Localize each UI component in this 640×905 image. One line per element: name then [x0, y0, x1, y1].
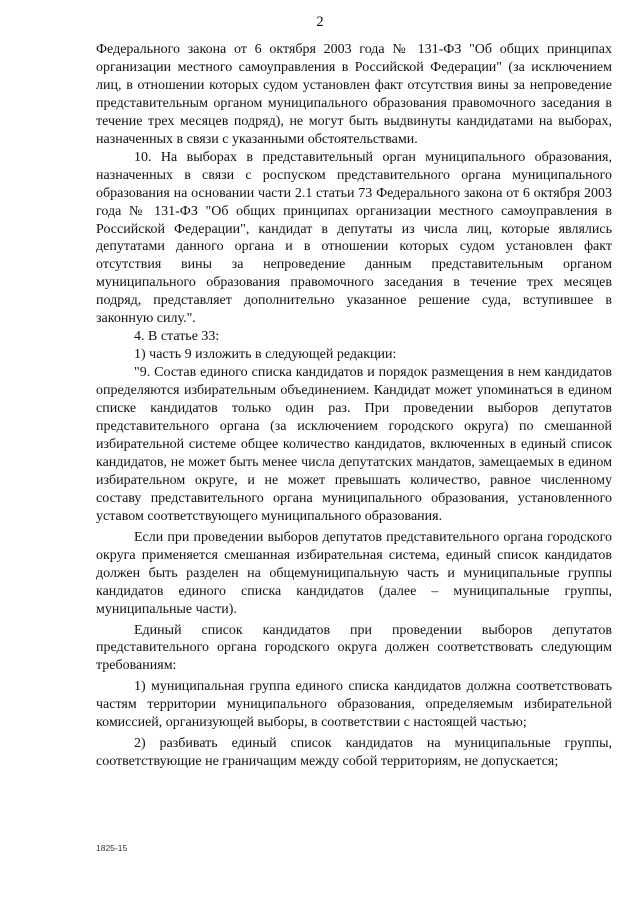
document-body	[96, 41, 612, 771]
paragraph-part-9-text: "9. Состав единого списка кандидатов и порядок размещения в нем кандидатов определяются избирательным объединением. Кандидат может упоминаться в едином списке кандидатов только один раз. При проведении выборов депутатов представительного органа (за исключением городского округа) по смешанной избирательной системе общее количество кандидатов, включенных в единый список кандидатов, не может быть менее числа депутатских мандатов, замещаемых в едином избирательном округе, и не может превышать количество, равное численному составу представительного органа муниципального образования, установленного уставом соответствующего муниципального образования.	[96, 365, 612, 524]
page-number: 2	[316, 14, 324, 30]
paragraph-city-district: Если при проведении выборов депутатов представительного органа городского округа применяется смешанная избирательная система, единый список кандидатов должен быть разделен на общемуниципальную часть и муниципальные группы кандидатов единого списка кандидатов (далее – муниципальные группы, муниципальные части).	[96, 529, 612, 617]
document-code: 1825-15	[96, 843, 128, 853]
paragraph-part-9-heading: 1) часть 9 изложить в следующей редакции:	[134, 347, 397, 363]
paragraph-article-33: 4. В статье 33:	[134, 329, 220, 345]
paragraph-requirement-1: 1) муниципальная группа единого списка кандидатов должна соответствовать частям территории муниципального образования, определяемым избирательной комиссией, организующей выборы, в соответствии с настоящей частью;	[96, 679, 612, 731]
paragraph-item-10: 10. На выборах в представительный орган муниципального образования, назначенных в связи с роспуском представительного органа муниципального образования на основании части 2.1 статьи 73 Федерального закона от 6 октября 2003 года № 131-ФЗ "Об общих принципах организации местного самоуправления в Российской Федерации", кандидат в депутаты из числа лиц, которые являлись депутатами данного органа и в отношении которых судом установлен факт отсутствия вины за непроведение данным представительным органом муниципального образования правомочного заседания в течение трех месяцев подряд, представляет дополнительно указанное решение суда, вступившее в законную силу.".	[96, 149, 612, 327]
paragraph-requirement-2: 2) разбивать единый список кандидатов на муниципальные группы, соответствующие не граничащим между собой территориям, не допускается;	[96, 736, 612, 770]
paragraph-requirements: Единый список кандидатов при проведении выборов депутатов представительного органа городского округа должен соответствовать следующим требованиям:	[96, 622, 612, 674]
paragraph-continuation: Федерального закона от 6 октября 2003 года № 131-ФЗ "Об общих принципах организации местного самоуправления в Российской Федерации" (за исключением лиц, в отношении которых судом установлен факт отсутствия вины за непроведение представительным органом муниципального образования правомочного заседания в течение трех месяцев подряд), не могут быть выдвинуты кандидатами на выборах, назначенных в связи с указанными обстоятельствами.	[96, 42, 612, 147]
